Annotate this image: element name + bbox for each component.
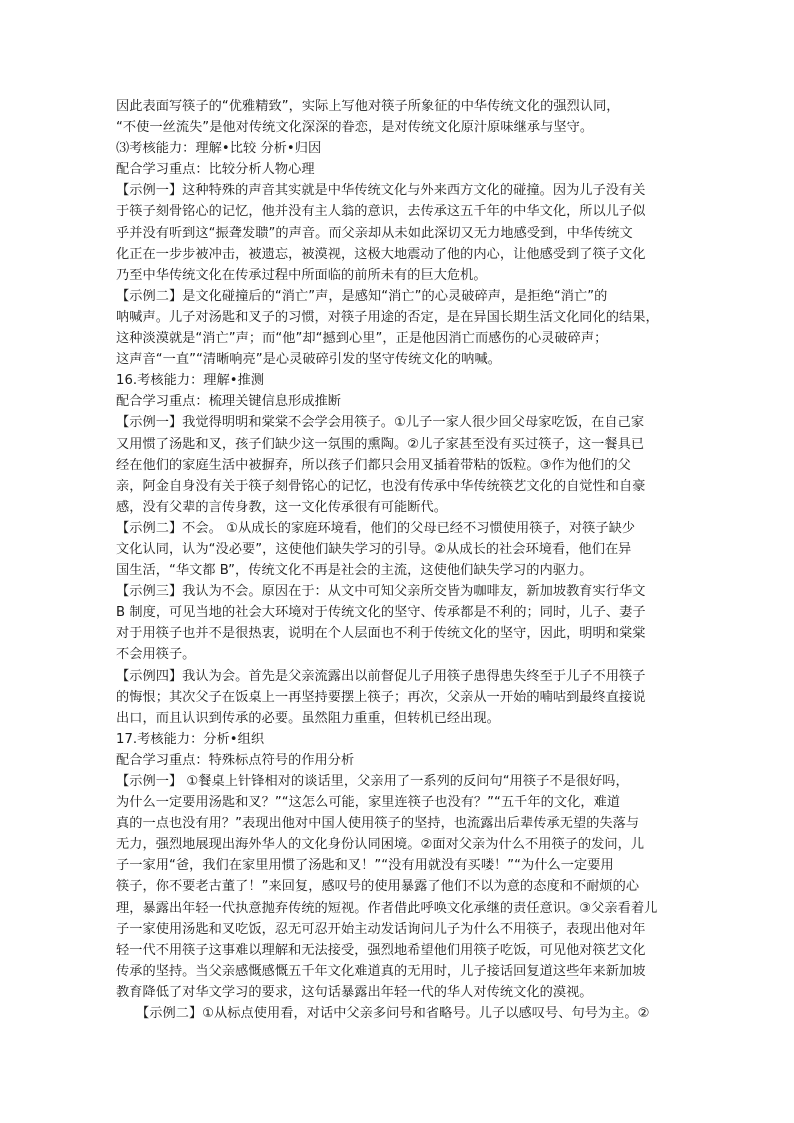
text-line: 呐喊声。儿子对汤匙和叉子的习惯，对筷子用途的否定，是在异国长期生活文化同化的结果， (116, 309, 659, 325)
text-line: 【示例四】我认为会。首先是父亲流露出以前督促儿子用筷子患得患失终至于儿子不用筷子 (116, 668, 646, 684)
text-line: 轻一代不用筷子这事难以理解和无法接受，强烈地希望他们用筷子吃饭，可见他对筷艺文化 (116, 942, 646, 958)
text-line: 为什么一定要用汤匙和叉？”“这怎么可能，家里连筷子也没有？”“五千年的文化，难道 (116, 795, 621, 811)
text-line: 无力，强烈地展现出海外华人的文化身份认同困境。②面对父亲为什么不用筷子的发问，儿 (116, 837, 645, 853)
text-line: 配合学习重点：特殊标点符号的作用分析 (116, 752, 355, 768)
text-line: 教育降低了对华文学习的要求，这句话暴露出年轻一代的华人对传统文化的漠视。 (116, 984, 593, 1000)
text-line: 出口，而且认识到传承的必要。虽然阻力重重，但转机已经出现。 (116, 710, 500, 726)
text-line: 乎并没有听到这“振聋发聩”的声音。而父亲却从未如此深切又无力地感受到，中华传统文 (116, 225, 633, 241)
text-line: 【示例一】这种特殊的声音其实就是中华传统文化与外来西方文化的碰撞。因为儿子没有关 (116, 183, 646, 199)
text-line: “不使一丝流失”是他对传统文化深深的眷恋，是对传统文化原汁原味继承与坚守。 (116, 120, 594, 136)
text-line: 文化认同，认为“没必要”，这使他们缺失学习的引导。②从成长的社会环境看，他们在异 (116, 541, 632, 557)
text-line: 不会用筷子。 (116, 647, 196, 663)
document-body (116, 96, 682, 1024)
text-line: 的悔恨；其次父子在饭桌上一再坚持要摆上筷子；再次，父亲从一开始的喃咕到最终直接说 (116, 689, 646, 705)
text-line: 化正在一步步被冲击，被遗忘，被漠视，这极大地震动了他的内心，让他感受到了筷子文化 (116, 246, 646, 262)
text-line: 传承的坚持。当父亲感慨感慨五千年文化难道真的无用时，儿子接话回复道这些年来新加坡 (116, 963, 646, 979)
text-line: 这种淡漠就是“消亡”声；而“他”却“撼到心里”，正是他因消亡而感伤的心灵破碎声； (116, 331, 608, 347)
text-line: 【示例二】不会。 ①从成长的家庭环境看，他们的父母已经不习惯使用筷子，对筷子缺少 (116, 520, 636, 536)
text-line: B 制度，可见当地的社会大环境对于传统文化的坚守、传承都是不利的；同时，儿子、妻子 (116, 605, 646, 621)
text-line: 亲，阿金自身没有关于筷子刻骨铭心的记忆，也没有传承中华传统筷艺文化的自觉性和自豪 (116, 478, 646, 494)
text-line: 因此表面写筷子的“优雅精致”，实际上写他对筷子所象征的中华传统文化的强烈认同， (116, 99, 620, 114)
text-line: 经在他们的家庭生活中被摒弃，所以孩子们都只会用叉插着带粘的饭粒。③作为他们的父 (116, 457, 631, 473)
text-line: 又用惯了汤匙和叉，孩子们缺少这一氛围的熏陶。②儿子家甚至没有买过筷子，这一餐具已 (116, 436, 645, 452)
text-line: 对于用筷子也并不是很热衷，说明在个人层面也不利于传统文化的坚守，因此，明明和棠棠 (116, 626, 646, 642)
text-line: 理，暴露出年轻一代执意抛弃传统的短视。作者借此呼唤文化承继的责任意识。③父亲看着儿 (116, 900, 658, 916)
text-line: 配合学习重点：比较分析人物心理 (116, 162, 315, 178)
text-line: 16.考核能力：理解•推测 (116, 373, 265, 389)
text-line: ⑶考核能力：理解•比较 分析•归因 (116, 141, 322, 157)
text-line: 筷子，你不要老古董了！”来回复，感叹号的使用暴露了他们不以为意的态度和不耐烦的心 (116, 879, 640, 895)
text-line: 乃至中华传统文化在传承过程中所面临的前所未有的巨大危机。 (116, 267, 487, 283)
text-line: 【示例一】我觉得明明和棠棠不会学会用筷子。①儿子一家人很少回父母家吃饭，在自己家 (116, 415, 645, 431)
text-line: 配合学习重点：梳理关键信息形成推断 (116, 394, 342, 410)
text-line: 【示例二】①从标点使用看，对话中父亲多问号和省略号。儿子以感叹号、句号为主。② (136, 1006, 650, 1022)
text-line: 子一家用“爸，我们在家里用惯了汤匙和叉！”“没有用就没有买喽！”“为什么一定要用 (116, 858, 614, 874)
text-line: 【示例二】是文化碰撞后的“消亡”声，是感知“消亡”的心灵破碎声，是拒绝“消亡”的 (116, 288, 608, 304)
text-line: 于筷子刻骨铭心的记忆，他并没有主人翁的意识，去传承这五千年的中华文化，所以儿子似 (116, 204, 646, 220)
text-line: 【示例三】我认为不会。原因在于：从文中可知父亲所交皆为咖啡友，新加坡教育实行华文 (116, 584, 646, 600)
text-line: 【示例一】 ①餐桌上针锋相对的谈话里，父亲用了一系列的反问句“用筷子不是很好吗， (116, 774, 629, 789)
text-line: 子一家使用汤匙和叉吃饭，忍无可忍开始主动发话询问儿子为什么不用筷子，表现出他对年 (116, 921, 646, 937)
text-line: 感，没有父辈的言传身教，这一文化传承很有可能断代。 (116, 499, 447, 515)
text-line: 国生活，“华文都 B”，传统文化不再是社会的主流，这使他们缺失学习的内驱力。 (116, 563, 593, 579)
text-line: 真的一点也没有用？”表现出他对中国人使用筷子的坚持，也流露出后辈传承无望的失落与 (116, 816, 640, 832)
text-line: 这声音“一直”“清晰响亮”是心灵破碎引发的坚守传统文化的呐喊。 (116, 352, 501, 368)
text-line: 17.考核能力：分析•组织 (116, 731, 265, 747)
